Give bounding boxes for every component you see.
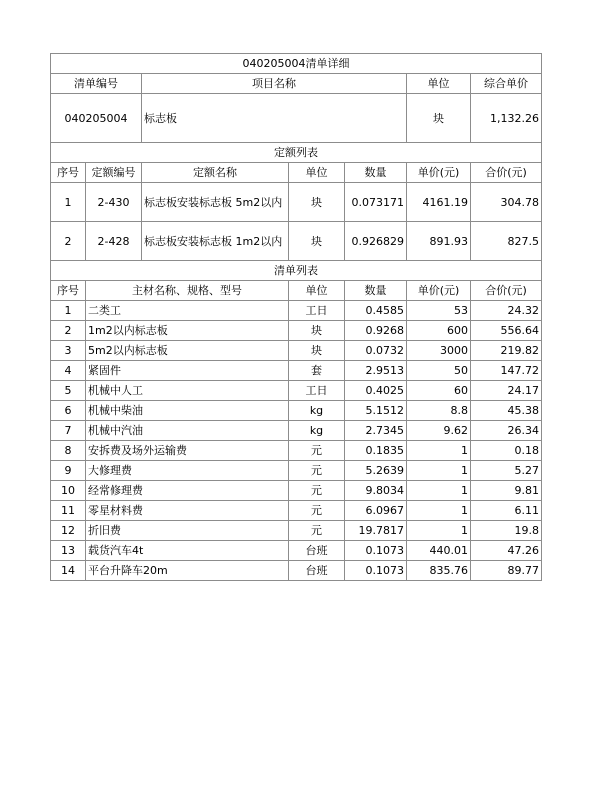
material-row	[51, 521, 542, 541]
material-name: 紧固件	[86, 361, 289, 381]
material-name: 载货汽车4t	[86, 541, 289, 561]
material-unit: 元	[289, 501, 345, 521]
material-qty: 19.7817	[345, 521, 407, 541]
material-unit: 块	[289, 321, 345, 341]
header-code: 清单编号	[51, 74, 142, 94]
material-total: 0.18	[471, 441, 542, 461]
material-section-title: 清单列表	[51, 261, 542, 281]
material-name: 机械中柴油	[86, 401, 289, 421]
bill-detail-table	[50, 53, 542, 581]
material-name: 经常修理费	[86, 481, 289, 501]
material-qty: 0.4585	[345, 301, 407, 321]
material-row	[51, 421, 542, 441]
item-price: 1,132.26	[471, 94, 542, 143]
item-unit: 块	[407, 94, 471, 143]
material-row	[51, 441, 542, 461]
material-price: 1	[407, 521, 471, 541]
quota-section-title: 定额列表	[51, 143, 542, 163]
material-price: 1	[407, 461, 471, 481]
material-qty: 0.4025	[345, 381, 407, 401]
header-unit: 单位	[407, 74, 471, 94]
item-code: 040205004	[51, 94, 142, 143]
material-qty: 6.0967	[345, 501, 407, 521]
material-header-price: 单价(元)	[407, 281, 471, 301]
material-unit: kg	[289, 421, 345, 441]
material-total: 24.32	[471, 301, 542, 321]
quota-header-code: 定额编号	[86, 163, 142, 183]
material-price: 60	[407, 381, 471, 401]
quota-header-qty: 数量	[345, 163, 407, 183]
material-unit: 元	[289, 521, 345, 541]
material-header-name: 主材名称、规格、型号	[86, 281, 289, 301]
material-total: 9.81	[471, 481, 542, 501]
quota-qty: 0.073171	[345, 183, 407, 222]
material-total: 47.26	[471, 541, 542, 561]
material-qty: 0.9268	[345, 321, 407, 341]
material-price: 1	[407, 481, 471, 501]
quota-seq: 1	[51, 183, 86, 222]
material-name: 安拆费及场外运输费	[86, 441, 289, 461]
material-seq: 2	[51, 321, 86, 341]
quota-unit: 块	[289, 183, 345, 222]
material-price: 1	[407, 501, 471, 521]
material-unit: 块	[289, 341, 345, 361]
material-seq: 5	[51, 381, 86, 401]
header-price: 综合单价	[471, 74, 542, 94]
material-seq: 13	[51, 541, 86, 561]
material-name: 1m2以内标志板	[86, 321, 289, 341]
material-header-qty: 数量	[345, 281, 407, 301]
quota-qty: 0.926829	[345, 222, 407, 261]
material-price: 50	[407, 361, 471, 381]
material-row	[51, 541, 542, 561]
quota-header-seq: 序号	[51, 163, 86, 183]
material-row	[51, 461, 542, 481]
quota-price: 891.93	[407, 222, 471, 261]
material-seq: 7	[51, 421, 86, 441]
material-price: 9.62	[407, 421, 471, 441]
material-seq: 11	[51, 501, 86, 521]
material-seq: 14	[51, 561, 86, 581]
material-qty: 5.1512	[345, 401, 407, 421]
material-price: 3000	[407, 341, 471, 361]
material-seq: 9	[51, 461, 86, 481]
material-total: 5.27	[471, 461, 542, 481]
material-name: 零星材料费	[86, 501, 289, 521]
material-row	[51, 501, 542, 521]
quota-total: 827.5	[471, 222, 542, 261]
material-qty: 0.1073	[345, 541, 407, 561]
material-seq: 1	[51, 301, 86, 321]
material-unit: 台班	[289, 541, 345, 561]
material-unit: kg	[289, 401, 345, 421]
material-price: 835.76	[407, 561, 471, 581]
material-row	[51, 561, 542, 581]
quota-header-name: 定额名称	[142, 163, 289, 183]
material-price: 1	[407, 441, 471, 461]
material-total: 89.77	[471, 561, 542, 581]
material-qty: 0.0732	[345, 341, 407, 361]
material-qty: 0.1835	[345, 441, 407, 461]
quota-total: 304.78	[471, 183, 542, 222]
quota-row	[51, 222, 542, 261]
material-name: 二类工	[86, 301, 289, 321]
material-row	[51, 401, 542, 421]
material-unit: 元	[289, 481, 345, 501]
quota-header-price: 单价(元)	[407, 163, 471, 183]
material-unit: 元	[289, 441, 345, 461]
material-name: 折旧费	[86, 521, 289, 541]
material-total: 45.38	[471, 401, 542, 421]
material-seq: 8	[51, 441, 86, 461]
material-header-seq: 序号	[51, 281, 86, 301]
quota-seq: 2	[51, 222, 86, 261]
material-qty: 2.9513	[345, 361, 407, 381]
quota-row	[51, 183, 542, 222]
material-unit: 套	[289, 361, 345, 381]
material-unit: 工日	[289, 381, 345, 401]
material-row	[51, 341, 542, 361]
material-price: 53	[407, 301, 471, 321]
quota-unit: 块	[289, 222, 345, 261]
quota-code: 2-428	[86, 222, 142, 261]
material-total: 24.17	[471, 381, 542, 401]
material-total: 26.34	[471, 421, 542, 441]
material-name: 平台升降车20m	[86, 561, 289, 581]
material-seq: 3	[51, 341, 86, 361]
material-name: 机械中人工	[86, 381, 289, 401]
material-seq: 10	[51, 481, 86, 501]
material-header-unit: 单位	[289, 281, 345, 301]
material-qty: 5.2639	[345, 461, 407, 481]
material-row	[51, 481, 542, 501]
material-unit: 工日	[289, 301, 345, 321]
quota-name: 标志板安装标志板 1m2以内	[142, 222, 289, 261]
quota-code: 2-430	[86, 183, 142, 222]
material-total: 147.72	[471, 361, 542, 381]
quota-price: 4161.19	[407, 183, 471, 222]
material-total: 6.11	[471, 501, 542, 521]
material-row	[51, 381, 542, 401]
header-name: 项目名称	[142, 74, 407, 94]
material-total: 19.8	[471, 521, 542, 541]
quota-header-unit: 单位	[289, 163, 345, 183]
material-name: 大修理费	[86, 461, 289, 481]
item-name: 标志板	[142, 94, 407, 143]
material-qty: 0.1073	[345, 561, 407, 581]
material-price: 600	[407, 321, 471, 341]
material-unit: 台班	[289, 561, 345, 581]
material-qty: 2.7345	[345, 421, 407, 441]
material-price: 8.8	[407, 401, 471, 421]
material-name: 5m2以内标志板	[86, 341, 289, 361]
quota-name: 标志板安装标志板 5m2以内	[142, 183, 289, 222]
table-title: 040205004清单详细	[51, 54, 542, 74]
material-total: 219.82	[471, 341, 542, 361]
material-row	[51, 301, 542, 321]
material-qty: 9.8034	[345, 481, 407, 501]
material-seq: 6	[51, 401, 86, 421]
material-name: 机械中汽油	[86, 421, 289, 441]
material-price: 440.01	[407, 541, 471, 561]
material-header-total: 合价(元)	[471, 281, 542, 301]
material-row	[51, 321, 542, 341]
quota-header-total: 合价(元)	[471, 163, 542, 183]
material-total: 556.64	[471, 321, 542, 341]
material-row	[51, 361, 542, 381]
material-unit: 元	[289, 461, 345, 481]
material-seq: 4	[51, 361, 86, 381]
material-seq: 12	[51, 521, 86, 541]
